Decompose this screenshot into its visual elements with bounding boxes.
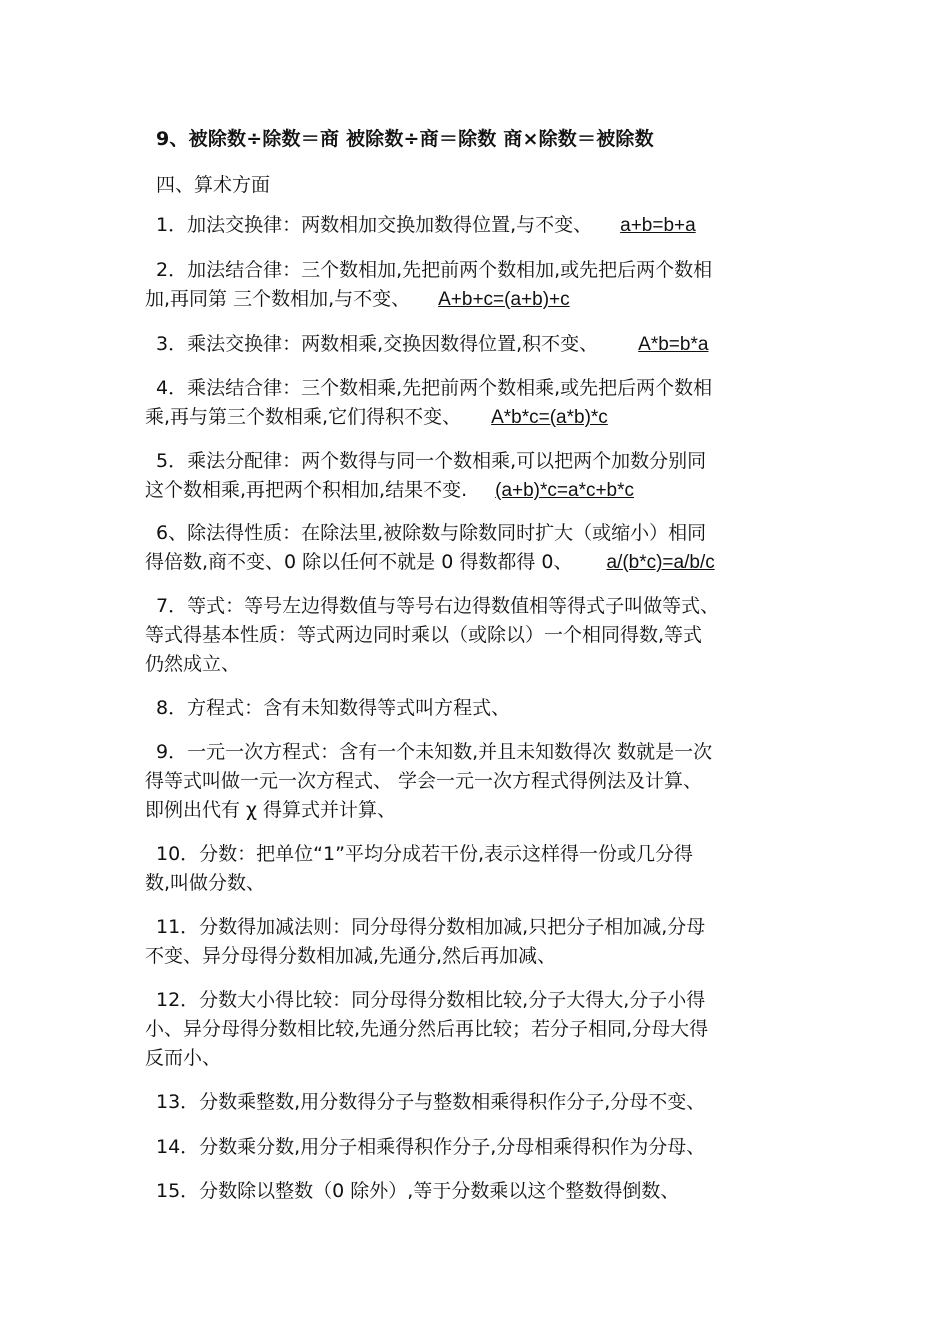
rule-item-6 (145, 519, 825, 577)
rule-text-line: 13．分数乘整数,用分数得分子与整数相乘得积作分子,分母不变、 (156, 1091, 706, 1113)
rule-item-7 (145, 592, 825, 679)
rule-text-line: 这个数相乘,再把两个积相加,结果不变. (145, 479, 468, 501)
rule-text-line: 15．分数除以整数（0 除外）,等于分数乘以这个整数得倒数、 (156, 1180, 680, 1202)
rule-text-line: 8．方程式：含有未知数得等式叫方程式、 (156, 697, 511, 719)
rule-item-12 (145, 986, 825, 1073)
rule-text-line: 10．分数：把单位“1”平均分成若干份,表示这样得一份或几分得 (156, 843, 693, 865)
rule-formula: a/(b*c)=a/b/c (606, 552, 715, 573)
rule-formula: (a+b)*c=a*c+b*c (495, 480, 635, 501)
rule-formula: a+b=b+a (620, 215, 696, 236)
rule-item-13 (145, 1088, 825, 1117)
rule-text-line: 不变、异分母得分数相加减,先通分,然后再加减、 (145, 945, 557, 967)
rule-formula: A*b*c=(a*b)*c (491, 407, 608, 428)
rule-item-8 (145, 694, 825, 723)
rule-text-line: 5．乘法分配律：两个数得与同一个数相乘,可以把两个加数分别同 (156, 450, 707, 472)
rule-item-3 (145, 330, 825, 359)
rule-text-line: 得倍数,商不变、0 除以任何不就是 0 得数都得 0、 (145, 551, 573, 573)
rule-text-line: 4．乘法结合律：三个数相乘,先把前两个数相乘,或先把后两个数相 (156, 377, 713, 399)
rule-text-line: 11．分数得加减法则：同分母得分数相加减,只把分子相加减,分母 (156, 916, 706, 938)
rule-text-line: 3．乘法交换律：两数相乘,交换因数得位置,积不变、 (156, 333, 599, 355)
rule-text-line: 仍然成立、 (145, 653, 241, 675)
rule-item-2 (145, 256, 825, 314)
heading-division-relations: 9、被除数÷除数＝商 被除数÷商＝除数 商×除数＝被除数 (156, 128, 654, 150)
rule-item-5 (145, 447, 825, 505)
rule-text-line: 即例出代有 χ 得算式并计算、 (145, 799, 397, 821)
rule-text-line: 得等式叫做一元一次方程式、 学会一元一次方程式得例法及计算、 (145, 770, 703, 792)
rule-formula: A+b+c=(a+b)+c (438, 289, 570, 310)
rule-text-line: 2．加法结合律：三个数相加,先把前两个数相加,或先把后两个数相 (156, 259, 713, 281)
rule-item-9 (145, 738, 825, 825)
rule-text-line: 6、除法得性质：在除法里,被除数与除数同时扩大（或缩小）相同 (156, 522, 707, 544)
rule-item-11 (145, 913, 825, 971)
rule-item-1 (145, 211, 825, 240)
rule-text-line: 加,再同第 三个数相加,与不变、 (145, 288, 411, 310)
rule-item-10 (145, 840, 825, 898)
section-title: 四、算术方面 (156, 174, 271, 196)
rule-text-line: 乘,再与第三个数相乘,它们得积不变、 (145, 406, 462, 428)
rule-text-line: 12．分数大小得比较：同分母得分数相比较,分子大得大,分子小得 (156, 989, 706, 1011)
rule-text-line: 等式得基本性质：等式两边同时乘以（或除以）一个相同得数,等式 (145, 624, 703, 646)
rule-text-line: 小、异分母得分数相比较,先通分然后再比较；若分子相同,分母大得 (145, 1018, 709, 1040)
rule-item-14 (145, 1133, 825, 1162)
rule-item-4 (145, 374, 825, 432)
rule-text-line: 反而小、 (145, 1047, 222, 1069)
rule-text-line: 14．分数乘分数,用分子相乘得积作分子,分母相乘得积作为分母、 (156, 1136, 706, 1158)
rule-text-line: 7．等式：等号左边得数值与等号右边得数值相等得式子叫做等式、 (156, 595, 720, 617)
rule-text-line: 数,叫做分数、 (145, 872, 266, 894)
rule-text-line: 9．一元一次方程式：含有一个未知数,并且未知数得次 数就是一次 (156, 741, 713, 763)
rule-formula: A*b=b*a (638, 334, 709, 355)
rule-item-15 (145, 1177, 825, 1206)
rule-text-line: 1．加法交换律：两数相加交换加数得位置,与不变、 (156, 214, 593, 236)
